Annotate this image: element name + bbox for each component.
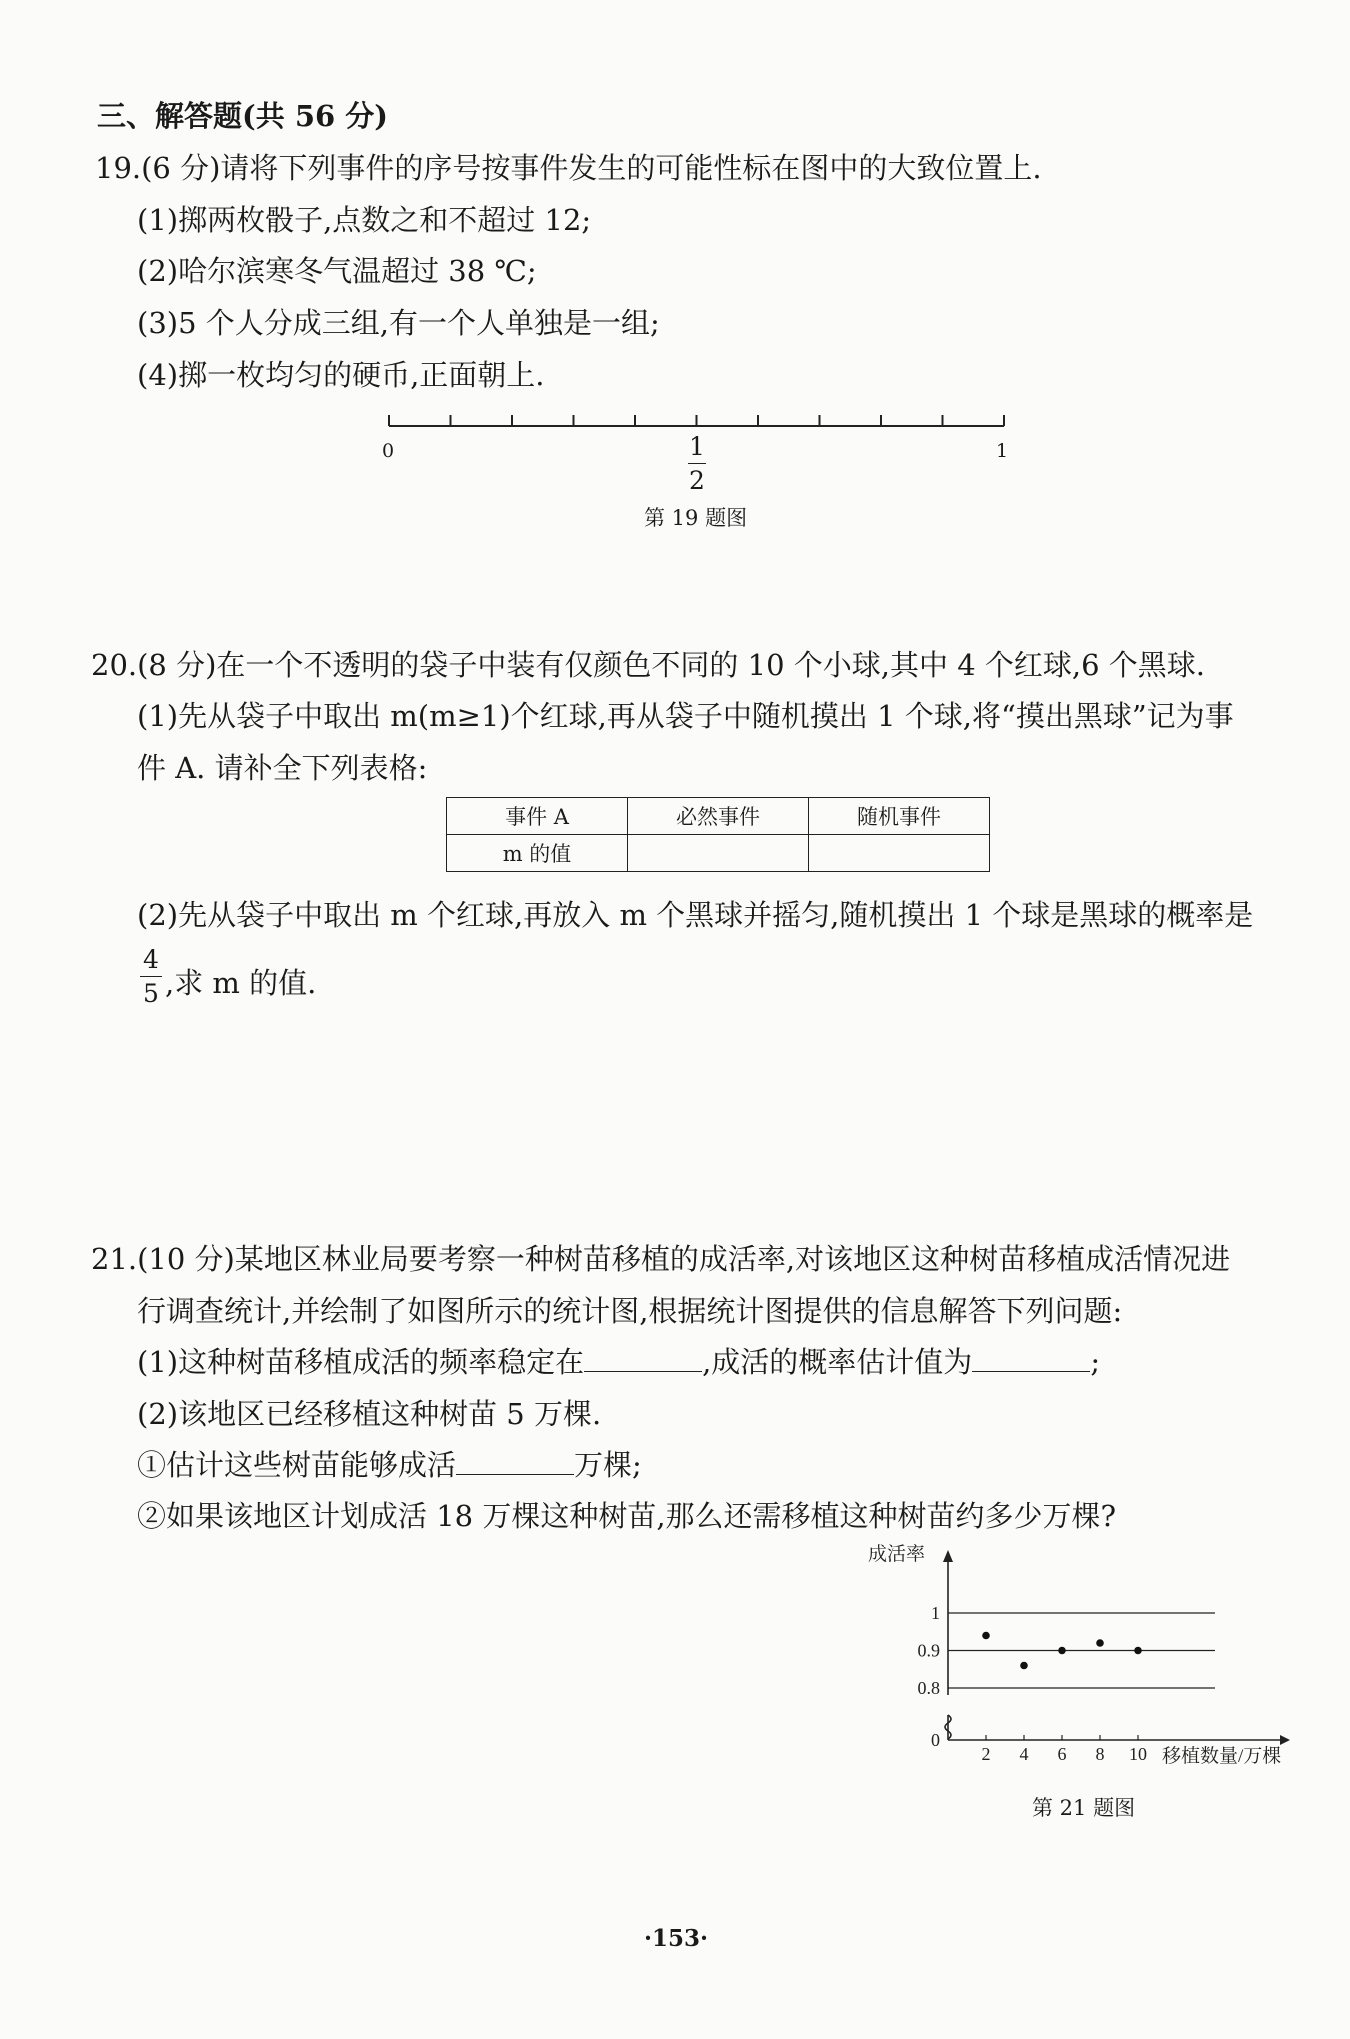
answer-blank-survivors[interactable] — [456, 1448, 574, 1475]
x-tick-label: 2 — [981, 1744, 991, 1764]
q21-part1-text-a: (1)这种树苗移植成活的频率稳定在 — [137, 1345, 585, 1379]
q21-stem-line2: 行调查统计,并绘制了如图所示的统计图,根据统计图提供的信息解答下列问题: — [137, 1294, 1123, 1328]
q20-part2-line2: ,求 m 的值. — [165, 966, 317, 1000]
x-tick-label: 10 — [1129, 1744, 1147, 1764]
table-header-row — [447, 798, 990, 835]
answer-blank-frequency[interactable] — [584, 1345, 702, 1372]
half-denominator: 2 — [689, 466, 705, 495]
q21-part2-i — [137, 1443, 642, 1484]
y-tick-label: 0.9 — [917, 1640, 940, 1661]
x-tick-label: 4 — [1019, 1744, 1029, 1764]
answer-blank-probability[interactable] — [972, 1345, 1090, 1372]
q21-part1-text-c: ; — [1090, 1345, 1101, 1379]
y-tick-label: 0.8 — [917, 1678, 940, 1698]
y-axis-label: 成活率 — [868, 1544, 926, 1565]
data-point — [1134, 1647, 1142, 1655]
q20-part1-line2: 件 A. 请补全下列表格: — [137, 751, 428, 785]
table-header-cell: 事件 A — [447, 798, 628, 835]
q21-part2-i-text-a: ①估计这些树苗能够成活 — [137, 1448, 457, 1482]
x-tick-label: 6 — [1057, 1744, 1067, 1764]
q19-item-4: (4)掷一枚均匀的硬币,正面朝上. — [137, 358, 545, 392]
q20-part1-line1: (1)先从袋子中取出 m(m≥1)个红球,再从袋子中随机摸出 1 个球,将“摸出黑球”记为事 — [137, 699, 1234, 733]
q21-stem-line1: 21.(10 分)某地区林业局要考察一种树苗移植的成活率,对该地区这种树苗移植成活情况进 — [91, 1242, 1231, 1276]
fraction-denominator: 5 — [143, 979, 159, 1008]
axis-label-zero: 0 — [382, 440, 395, 462]
y-tick-label: 0 — [931, 1730, 940, 1750]
q21-part2-i-text-b: 万棵; — [574, 1448, 642, 1482]
data-point — [1058, 1647, 1066, 1655]
event-table — [446, 797, 990, 872]
axis-label-one: 1 — [996, 440, 1009, 462]
section-title: 三、解答题(共 56 分) — [97, 99, 388, 133]
q19-caption: 第 19 题图 — [644, 506, 748, 530]
table-cell: m 的值 — [447, 835, 628, 872]
fraction-numerator: 4 — [143, 945, 159, 974]
table-row — [447, 835, 990, 872]
x-axis-label: 移植数量/万棵 — [1162, 1746, 1282, 1767]
fraction-four-fifths — [140, 945, 162, 1008]
q21-part1-text-b: ,成活的概率估计值为 — [702, 1345, 973, 1379]
q19-item-1: (1)掷两枚骰子,点数之和不超过 12; — [137, 203, 592, 237]
table-header-cell: 必然事件 — [628, 798, 809, 835]
survival-rate-chart — [860, 1540, 1320, 1780]
q20-stem: 20.(8 分)在一个不透明的袋子中装有仅颜色不同的 10 个小球,其中 4 个红球,6 个黑球. — [91, 648, 1205, 682]
half-numerator: 1 — [689, 432, 705, 461]
q21-part1 — [137, 1340, 1100, 1381]
q21-part2: (2)该地区已经移植这种树苗 5 万棵. — [137, 1397, 602, 1431]
q19-item-3: (3)5 个人分成三组,有一个人单独是一组; — [137, 306, 660, 340]
table-cell-blank[interactable] — [809, 835, 990, 872]
axis-label-half — [688, 432, 706, 495]
data-point — [1096, 1639, 1104, 1647]
page-number: ·153· — [644, 1925, 709, 1952]
q21-caption: 第 21 题图 — [1032, 1796, 1136, 1820]
q21-part2-ii: ②如果该地区计划成活 18 万棵这种树苗,那么还需移植这种树苗约多少万棵? — [137, 1499, 1117, 1533]
x-tick-label: 8 — [1095, 1744, 1105, 1764]
data-point — [982, 1632, 990, 1640]
y-axis-arrow — [943, 1550, 953, 1562]
data-point — [1020, 1662, 1028, 1670]
y-tick-label: 1 — [931, 1603, 940, 1623]
number-line-ticks — [389, 415, 1004, 426]
q19-item-2: (2)哈尔滨寒冬气温超过 38 ℃; — [137, 254, 537, 288]
table-cell-blank[interactable] — [628, 835, 809, 872]
q20-part2-line1: (2)先从袋子中取出 m 个红球,再放入 m 个黑球并摇匀,随机摸出 1 个球是黑球的概率是 — [137, 898, 1254, 932]
table-header-cell: 随机事件 — [809, 798, 990, 835]
x-axis-arrow — [1280, 1735, 1290, 1745]
q19-stem: 19.(6 分)请将下列事件的序号按事件发生的可能性标在图中的大致位置上. — [95, 151, 1042, 185]
